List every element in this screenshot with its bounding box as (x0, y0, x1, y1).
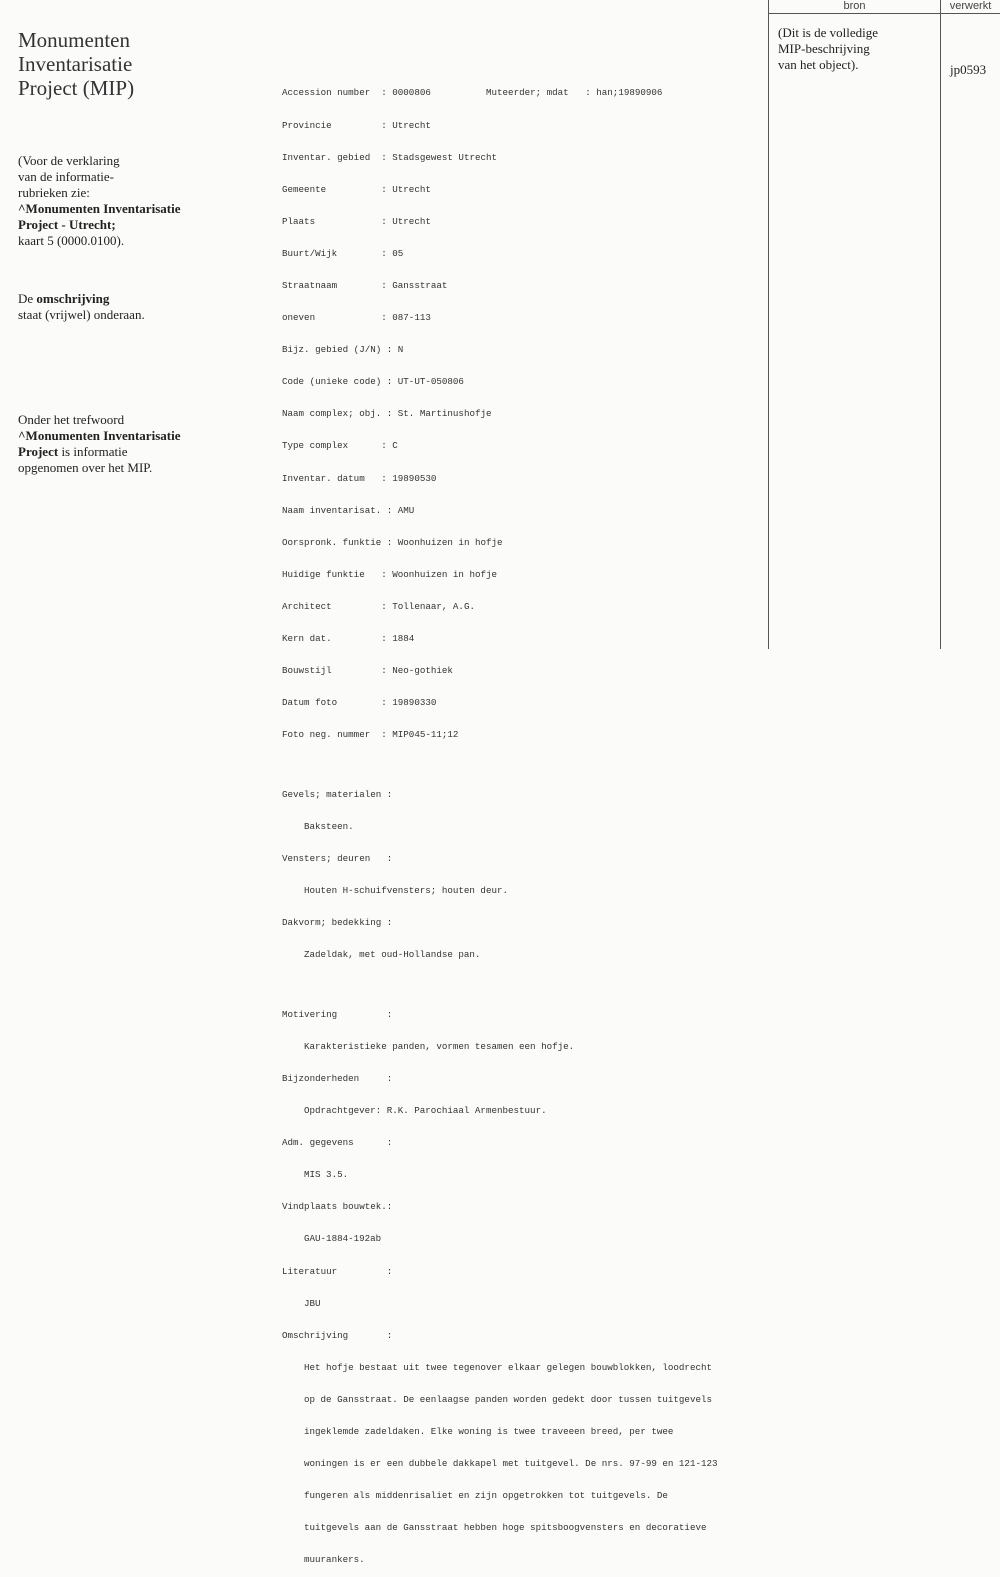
note-line: rubrieken zie: (18, 185, 90, 200)
title-line: Inventarisatie (18, 52, 133, 76)
record-field: Plaats : Utrecht (282, 215, 431, 227)
record-field: Oorspronk. funktie : Woonhuizen in hofje (282, 536, 503, 548)
section-value: MIS 3.5. (304, 1169, 349, 1181)
record-field: Inventar. datum : 19890530 (282, 472, 437, 484)
section-label: Gevels; materialen : (282, 788, 393, 800)
column-divider-left (768, 0, 769, 649)
section-label: Motivering : (282, 1008, 393, 1020)
record-field: Provincie : Utrecht (282, 119, 431, 131)
omschrijving-line: ingeklemde zadeldaken. Elke woning is twee traveeen breed, per twee (304, 1425, 674, 1437)
section-label: Vindplaats bouwtek.: (282, 1201, 393, 1213)
omschrijving-line: fungeren als middenrisaliet en zijn opgetrokken tot tuitgevels. De (304, 1490, 668, 1502)
section-value: JBU (304, 1297, 321, 1309)
reference-link[interactable]: Project - Utrecht; (18, 217, 116, 232)
record-field: Kern dat. : 1884 (282, 633, 415, 644)
record-field: Foto neg. nummer : MIP045-11;12 (282, 729, 459, 741)
section-value: Karakteristieke panden, vormen tesamen een hofje. (304, 1040, 575, 1052)
omschrijving-label: Omschrijving : (282, 1329, 393, 1341)
record-field: Bouwstijl : Neo-gothiek (282, 665, 453, 677)
section-value: Zadeldak, met oud-Hollandse pan. (304, 949, 481, 961)
note-line: staat (vrijwel) onderaan. (18, 307, 145, 322)
section-label: Vensters; deuren : (282, 852, 393, 864)
section-value: Opdrachtgever: R.K. Parochiaal Armenbestuur. (304, 1105, 547, 1117)
mip-record (282, 67, 752, 1577)
record-field: Straatnaam : Gansstraat (282, 279, 448, 291)
section-value: Baksteen. (304, 820, 354, 832)
header-underline (768, 13, 1000, 14)
record-field: Bijz. gebied (J/N) : N (282, 344, 404, 356)
omschrijving-line: woningen is er een dubbele dakkapel met tuitgevel. De nrs. 97-99 en 121-123 (304, 1458, 718, 1470)
reference-link[interactable]: ^Monumenten Inventarisatie (18, 201, 181, 216)
bron-note (778, 25, 938, 73)
record-field: Naam inventarisat. : AMU (282, 504, 415, 516)
record-field: Naam complex; obj. : St. Martinushofje (282, 408, 492, 420)
title-line: Monumenten (18, 28, 130, 52)
record-field: Datum foto : 19890330 (282, 697, 437, 709)
section-label: Dakvorm; bedekking : (282, 917, 393, 929)
record-field: Accession number : 0000806 Muteerder; mdat : han;19890906 (282, 87, 663, 99)
section-label: Adm. gegevens : (282, 1137, 393, 1149)
note-line: (Voor de verklaring (18, 153, 120, 168)
bron-line: van het object). (778, 57, 859, 72)
note-line: Onder het trefwoord (18, 412, 125, 427)
reference-link[interactable]: ^Monumenten Inventarisatie (18, 428, 181, 443)
description-note: De omschrijving staat (vrijwel) onderaan. (18, 291, 238, 323)
reference-link[interactable]: Project (18, 444, 59, 459)
section-label: Bijzonderheden : (282, 1072, 393, 1084)
bron-line: (Dit is de volledige (778, 25, 879, 40)
record-field: Architect : Tollenaar, A.G. (282, 600, 475, 612)
omschrijving-line: muurankers. (304, 1554, 365, 1566)
note-line: opgenomen over het MIP. (18, 460, 153, 475)
note-line: van de informatie- (18, 169, 115, 184)
omschrijving-line: Het hofje bestaat uit twee tegenover elkaar gelegen bouwblokken, loodrecht (304, 1361, 712, 1373)
section-value: Houten H-schuifvensters; houten deur. (304, 885, 508, 897)
column-header-bron: bron (843, 0, 866, 12)
verwerkt-code: jp0593 (950, 62, 987, 77)
column-header-verwerkt: verwerkt (949, 0, 992, 12)
record-field: Code (unieke code) : UT-UT-050806 (282, 376, 464, 388)
record-field: Type complex : C (282, 440, 398, 452)
omschrijving-line: tuitgevels aan de Gansstraat hebben hoge spitsboogvensters en decoratieve (304, 1522, 707, 1534)
bron-line: MIP-beschrijving (778, 41, 870, 56)
column-divider-middle (940, 0, 941, 649)
omschrijving-line: op de Gansstraat. De eenlaagse panden worden gedekt door tussen tuitgevels (304, 1393, 712, 1405)
record-field: Inventar. gebied : Stadsgewest Utrecht (282, 151, 498, 163)
explanation-note (18, 153, 238, 249)
section-label: Literatuur : (282, 1265, 393, 1277)
keyword-note: Onder het trefwoord ^Monumenten Inventarisatie Project is informatie opgenomen over het MIP. (18, 412, 238, 476)
record-field: Buurt/Wijk : 05 (282, 247, 404, 259)
section-value: GAU-1884-192ab (304, 1233, 382, 1245)
record-field: oneven : 087-113 (282, 312, 431, 324)
note-line: kaart 5 (0000.0100). (18, 233, 125, 248)
title-line: Project (MIP) (18, 76, 135, 100)
record-field: Huidige funktie : Woonhuizen in hofje (282, 568, 498, 580)
bold-term: omschrijving (36, 291, 110, 306)
page-title (18, 28, 218, 100)
record-field: Gemeente : Utrecht (282, 183, 431, 195)
